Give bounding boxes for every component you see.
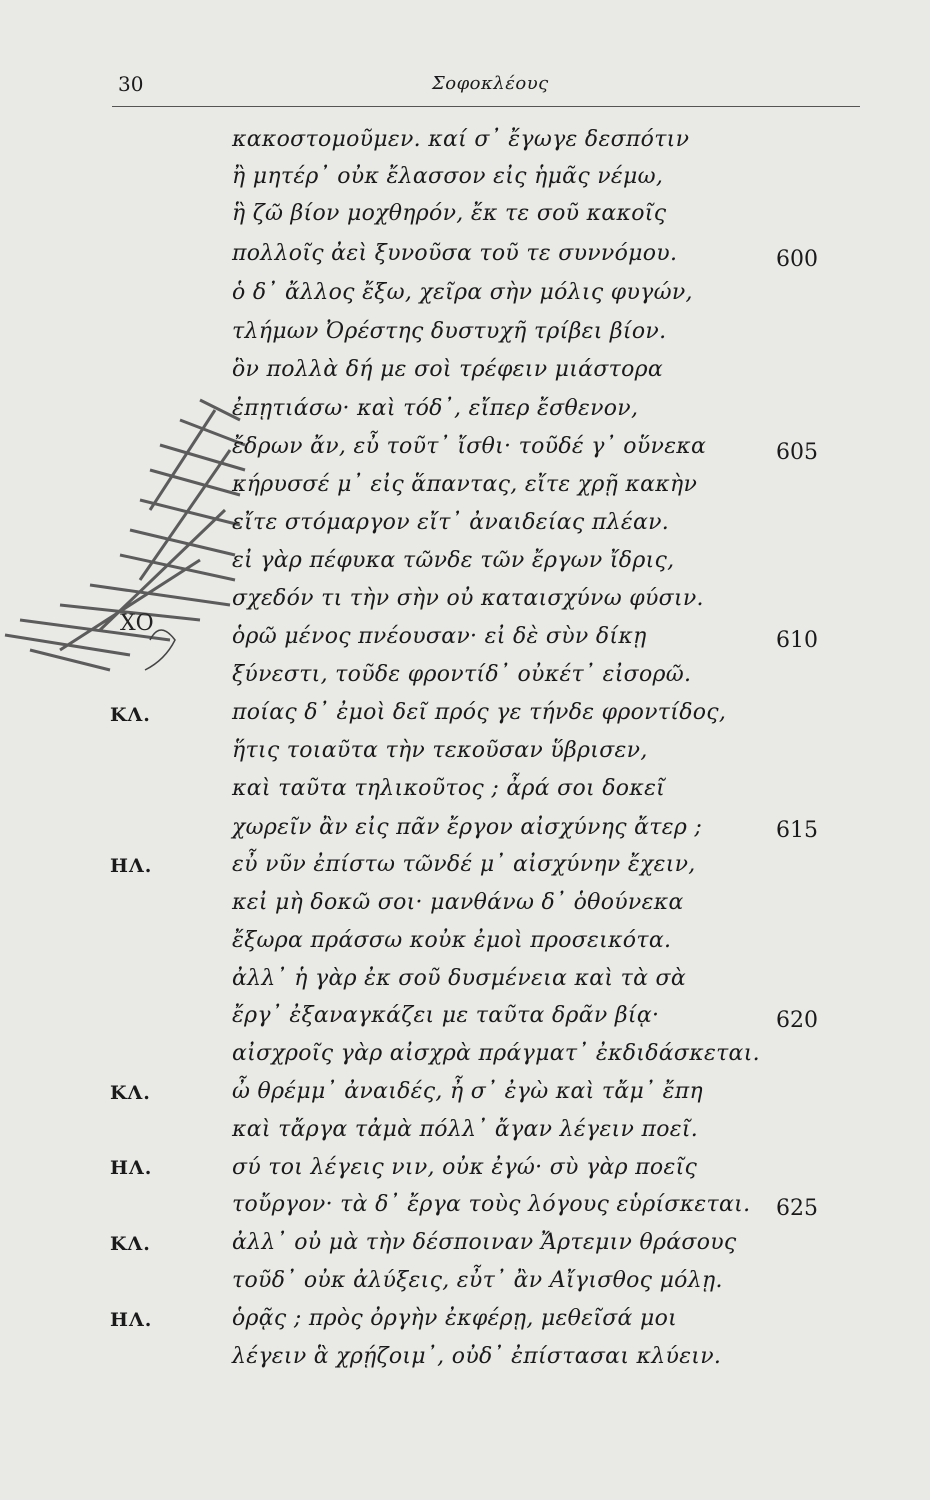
speaker-label: ΚΛ. [110, 704, 151, 726]
verse-line: λέγειν ἃ χρῄζοιμ᾽, οὐδ᾽ ἐπίστασαι κλύειν. [232, 1344, 722, 1369]
verse-line: κήρυσσέ μ᾽ εἰς ἅπαντας, εἴτε χρῇ κακὴν [232, 472, 698, 497]
verse-line: ἔργ᾽ ἐξαναγκάζει με ταῦτα δρᾶν βίᾳ· [232, 1003, 660, 1028]
verse-line: εἴτε στόμαργον εἴτ᾽ ἀναιδείας πλέαν. [232, 510, 670, 535]
verse-line: ἥτις τοιαῦτα τὴν τεκοῦσαν ὕβρισεν, [232, 738, 648, 763]
verse-line: τλήμων Ὀρέστης δυστυχῆ τρίβει βίον. [232, 319, 667, 344]
line-number: 615 [776, 818, 818, 843]
page-number: 30 [118, 72, 144, 96]
speaker-label: ΗΛ. [110, 855, 153, 877]
speaker-label: ΗΛ. [110, 1309, 153, 1331]
verse-line: χωρεῖν ἂν εἰς πᾶν ἔργον αἰσχύνης ἄτερ ; [232, 815, 703, 840]
verse-line: κεἰ μὴ δοκῶ σοι· μανθάνω δ᾽ ὁθούνεκα [232, 890, 684, 915]
verse-line: ἐπῃτιάσω· καὶ τόδ᾽, εἴπερ ἔσθενον, [232, 396, 639, 421]
verse-line: ὁρῶ μένος πνέουσαν· εἰ δὲ σὺν δίκῃ [232, 624, 647, 649]
verse-line: ἣ ζῶ βίον μοχθηρόν, ἔκ τε σοῦ κακοῖς [232, 201, 667, 226]
verse-line: αἰσχροῖς γὰρ αἰσχρὰ πράγματ᾽ ἐκδιδάσκεται. [232, 1041, 760, 1066]
verse-line: ὁ δ᾽ ἄλλος ἔξω, χεῖρα σὴν μόλις φυγών, [232, 280, 693, 305]
verse-line: καὶ τἄργα τἀμὰ πόλλ᾽ ἄγαν λέγειν ποεῖ. [232, 1117, 699, 1142]
verse-line: ἔξωρα πράσσω κοὐκ ἐμοὶ προσεικότα. [232, 928, 672, 953]
speaker-label: ΚΛ. [110, 1233, 151, 1255]
verse-line: ἔδρων ἄν, εὖ τοῦτ᾽ ἴσθι· τοῦδέ γ᾽ οὕνεκα [232, 434, 707, 459]
header-rule [112, 106, 860, 107]
verse-line: ὃν πολλὰ δή με σοὶ τρέφειν μιάστορα [232, 357, 664, 382]
verse-line: ἀλλ᾽ οὐ μὰ τὴν δέσποιναν Ἄρτεμιν θράσους [232, 1230, 737, 1255]
speaker-label: ΚΛ. [110, 1082, 151, 1104]
verse-line: καὶ ταῦτα τηλικοῦτος ; ἆρά σοι δοκεῖ [232, 776, 666, 801]
line-number: 620 [776, 1008, 818, 1033]
verse-line: ξύνεστι, τοῦδε φροντίδ᾽ οὐκέτ᾽ εἰσορῶ. [232, 662, 692, 687]
verse-line: τοῦδ᾽ οὐκ ἀλύξεις, εὖτ᾽ ἂν Αἴγισθος μόλῃ. [232, 1268, 723, 1293]
verse-line: τοὔργον· τὰ δ᾽ ἔργα τοὺς λόγους εὑρίσκεται. [232, 1192, 751, 1217]
verse-line: σύ τοι λέγεις νιν, οὐκ ἐγώ· σὺ γὰρ ποεῖς [232, 1155, 698, 1180]
verse-line: κακοστομοῦμεν. καί σ᾽ ἔγωγε δεσπότιν [232, 127, 690, 152]
line-number: 625 [776, 1196, 818, 1221]
verse-line: ὁρᾷς ; πρὸς ὀργὴν ἐκφέρῃ, μεθεῖσά μοι [232, 1306, 678, 1331]
verse-line: ὦ θρέμμ᾽ ἀναιδές, ἦ σ᾽ ἐγὼ καὶ τἄμ᾽ ἔπη [232, 1079, 704, 1104]
verse-line: εἰ γὰρ πέφυκα τῶνδε τῶν ἔργων ἴδρις, [232, 548, 675, 573]
verse-line: εὖ νῦν ἐπίστω τῶνδέ μ᾽ αἰσχύνην ἔχειν, [232, 852, 696, 877]
verse-line: πολλοῖς ἀεὶ ξυνοῦσα τοῦ τε συννόμου. [232, 241, 678, 266]
verse-line: ἢ μητέρ᾽ οὐκ ἔλασσον εἰς ἡμᾶς νέμω, [232, 164, 664, 189]
speaker-label: ΗΛ. [110, 1157, 153, 1179]
verse-line: ἀλλ᾽ ἡ γὰρ ἐκ σοῦ δυσμένεια καὶ τὰ σὰ [232, 966, 686, 991]
running-title: Σοφοκλέους [432, 73, 549, 94]
line-number: 600 [776, 247, 818, 272]
line-number: 605 [776, 440, 818, 465]
verse-line: σχεδόν τι τὴν σὴν οὐ καταισχύνω φύσιν. [232, 586, 704, 611]
verse-line: ποίας δ᾽ ἐμοὶ δεῖ πρός γε τήνδε φροντίδος, [232, 700, 727, 725]
line-number: 610 [776, 628, 818, 653]
margin-note-text: ΧΟ [120, 611, 154, 636]
pencil-scribble [0, 390, 260, 690]
